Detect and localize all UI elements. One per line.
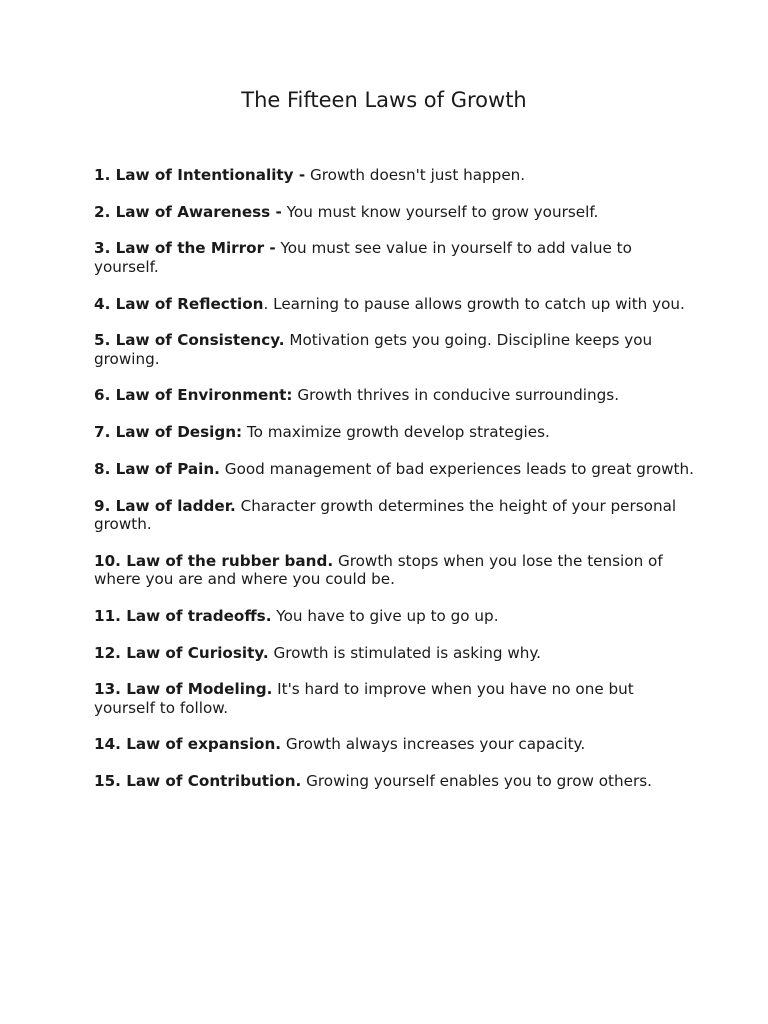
law-text: Growth thrives in conducive surroundings. [292,386,620,405]
law-text: Growth doesn't just happen. [305,166,526,184]
law-text: Motivation gets you going. Discipline keeps you growing. [94,331,653,368]
law-text: You have to give up to go up. [271,606,499,625]
law-heading: 8. Law of Pain. [94,459,220,478]
list-item [94,460,694,479]
law-text: Growth always increases your capacity. [281,735,586,754]
law-text: Growth is stimulated is asking why. [268,643,542,662]
law-heading: 3. Law of the Mirror - [94,239,276,258]
list-item [94,607,694,626]
law-heading: 5. Law of Consistency. [94,331,285,350]
law-text: It's hard to improve when you have no one but yourself to follow. [94,680,634,717]
law-heading: 11. Law of tradeoffs. [94,606,272,625]
law-text: You must see value in yourself to add value to yourself. [94,239,632,276]
law-text: Growing yourself enables you to grow others. [301,772,652,791]
list-item [94,552,694,589]
list-item [94,772,694,791]
list-item [94,331,694,368]
laws-list [94,166,694,809]
list-item [94,423,694,442]
list-item [94,166,694,185]
law-heading: 2. Law of Awareness - [94,202,282,221]
list-item [94,735,694,754]
law-text: Character growth determines the height of your personal growth. [94,496,677,533]
law-heading: 12. Law of Curiosity. [94,643,269,662]
law-text: Growth stops when you lose the tension of where you are and where you could be. [94,551,663,589]
list-item [94,497,694,534]
law-text: You must know yourself to grow yourself. [281,202,599,221]
law-heading: 10. Law of the rubber band. [94,551,334,570]
list-item [94,386,694,405]
law-heading: 9. Law of ladder. [94,496,236,515]
list-item [94,680,694,717]
page-title: The Fifteen Laws of Growth [241,88,527,112]
law-heading: 6. Law of Environment: [94,386,293,405]
list-item [94,239,694,276]
law-heading: 1. Law of Intentionality - [94,166,306,184]
law-heading: 7. Law of Design: [94,423,243,442]
law-heading: 14. Law of expansion. [94,735,282,754]
law-text: To maximize growth develop strategies. [242,423,550,442]
law-text: . Learning to pause allows growth to catch up with you. [263,294,685,313]
list-item [94,644,694,663]
law-heading: 4. Law of Reflection [94,294,264,313]
list-item [94,203,694,222]
law-heading: 13. Law of Modeling. [94,680,273,699]
law-text: Good management of bad experiences leads to great growth. [219,459,694,478]
law-heading: 15. Law of Contribution. [94,772,302,791]
list-item [94,295,694,314]
